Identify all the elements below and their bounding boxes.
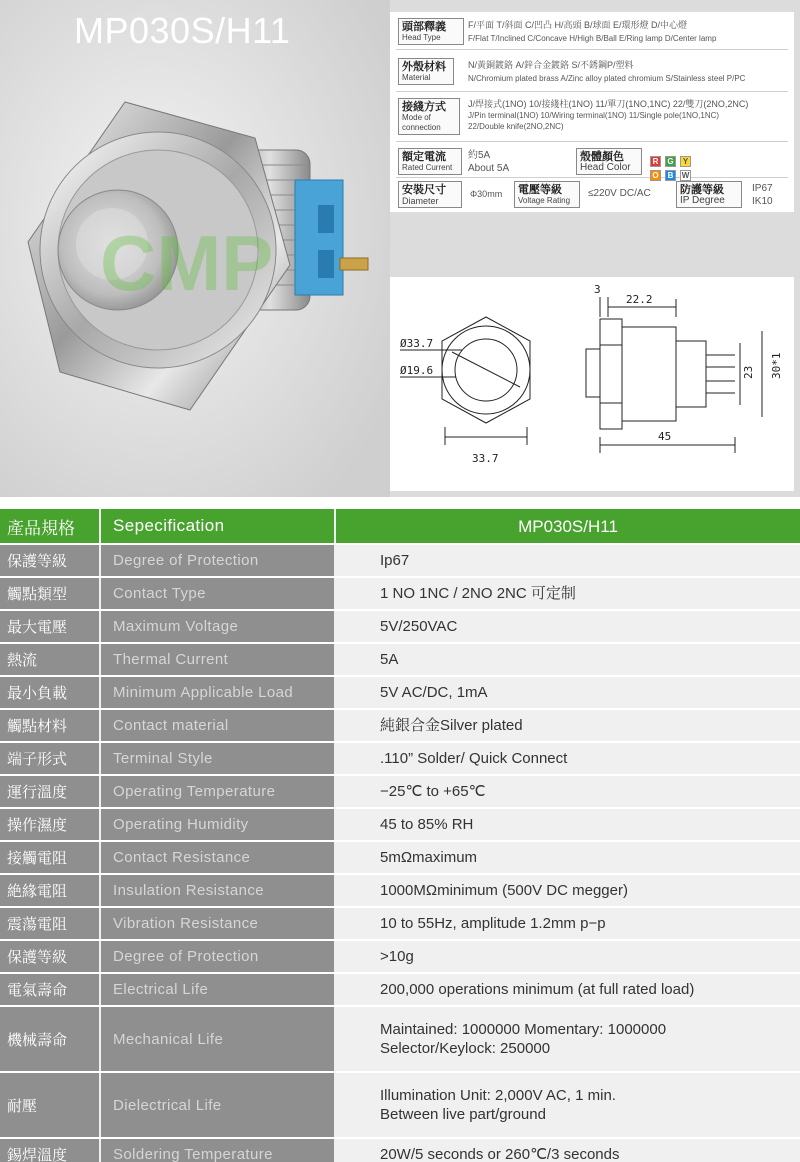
spec-name-en-text: Vibration Resistance xyxy=(113,915,259,932)
spec-value-text: 10 to 55Hz, amplitude 1.2mm p−p xyxy=(380,915,606,932)
dim-width: 33.7 xyxy=(472,452,499,465)
spec-label: 安裝尺寸 Diameter xyxy=(398,181,462,208)
watermark-logo: CMP xyxy=(100,219,274,307)
spec-name-en-text: Insulation Resistance xyxy=(113,882,264,899)
spec-value xyxy=(336,809,800,840)
spec-name-en xyxy=(101,809,334,840)
spec-name-cn xyxy=(0,875,99,906)
spec-name-cn-text: 最大電壓 xyxy=(7,618,68,636)
dim-height-small: 23 xyxy=(742,365,755,379)
spec-name-cn-text: 錫焊溫度 xyxy=(7,1146,68,1162)
spec-value-text: Illumination Unit: 2,000V AC, 1 min. Between live part/ground xyxy=(380,1087,616,1123)
spec-name-cn xyxy=(0,1073,99,1137)
spec-value-text: Ip67 xyxy=(380,552,410,569)
spec-name-cn xyxy=(0,578,99,609)
table-row xyxy=(0,677,800,708)
spec-legend-box xyxy=(390,12,794,212)
technical-drawing xyxy=(390,277,794,491)
spec-value xyxy=(336,941,800,972)
product-photo xyxy=(0,0,390,497)
spec-name-cn xyxy=(0,677,99,708)
spec-name-en xyxy=(101,578,334,609)
spec-value-text: 5A xyxy=(380,651,399,668)
table-header-row xyxy=(0,509,800,543)
spec-label: 外殼材料 Material xyxy=(398,58,454,85)
spec-value-text: 5V AC/DC, 1mA xyxy=(380,684,488,701)
spec-name-en xyxy=(101,941,334,972)
spec-value-text: 200,000 operations minimum (at full rated load) xyxy=(380,981,695,998)
spec-name-en-text: Mechanical Life xyxy=(113,1030,224,1048)
spec-material-row: 外殼材料 Material N/黃銅鍍鉻 A/鋅合金鍍鉻 S/不銹鋼P/塑料 N/Chromium plated brass A/Zinc alloy plated chromium S/Stainless steel P/PC xyxy=(396,54,788,92)
spec-name-cn-text: 電氣壽命 xyxy=(7,981,68,999)
spec-name-cn xyxy=(0,809,99,840)
dim-total-length: 45 xyxy=(658,430,672,443)
spec-name-cn xyxy=(0,644,99,675)
spec-name-cn-text: 絶緣電阻 xyxy=(7,882,68,900)
spec-name-cn-text: 端子形式 xyxy=(7,750,68,768)
spec-value-text: .110” Solder/ Quick Connect xyxy=(380,750,568,767)
table-row xyxy=(0,1007,800,1071)
spec-name-en xyxy=(101,743,334,774)
spec-value xyxy=(336,1007,800,1071)
spec-name-en xyxy=(101,974,334,1005)
spec-value xyxy=(336,1139,800,1162)
table-row xyxy=(0,710,800,741)
table-row xyxy=(0,842,800,873)
spec-name-en-text: Sepecification xyxy=(113,516,225,535)
spec-name-en-text: Contact Type xyxy=(113,585,206,602)
spec-value xyxy=(336,644,800,675)
table-row xyxy=(0,875,800,906)
spec-name-en xyxy=(101,1139,334,1162)
spec-label: 額定電流 Rated Current xyxy=(398,148,462,175)
table-row xyxy=(0,941,800,972)
spec-value-text: 20W/5 seconds or 260℃/3 seconds xyxy=(380,1146,620,1162)
spec-name-en xyxy=(101,776,334,807)
spec-value-text: 純銀合金Silver plated xyxy=(380,717,523,734)
spec-name-en xyxy=(101,677,334,708)
spec-name-en-text: Degree of Protection xyxy=(113,948,259,965)
spec-value-text: 5V/250VAC xyxy=(380,618,458,635)
spec-name-en-text: Thermal Current xyxy=(113,651,229,668)
table-row xyxy=(0,611,800,642)
spec-value-text: −25℃ to +65℃ xyxy=(380,783,486,800)
spec-value xyxy=(336,743,800,774)
spec-name-en-text: Maximum Voltage xyxy=(113,618,239,635)
spec-value xyxy=(336,677,800,708)
table-row xyxy=(0,743,800,774)
spec-name-en xyxy=(101,908,334,939)
table-row xyxy=(0,974,800,1005)
spec-name-en xyxy=(101,710,334,741)
spec-name-en-text: Dielectrical Life xyxy=(113,1096,222,1114)
spec-current-row: 額定電流 Rated Current 約5A About 5A 殼體顏色 Head Color R G Y O B W xyxy=(396,146,788,178)
spec-name-en-text: Contact material xyxy=(113,717,229,734)
spec-value-text: Maintained: 1000000 Momentary: 1000000 Selector/Keylock: 250000 xyxy=(380,1021,667,1057)
spec-name-cn-text: 熱流 xyxy=(7,651,38,669)
spec-value xyxy=(336,908,800,939)
color-chip: Y xyxy=(680,156,691,167)
color-chip: O xyxy=(650,170,661,181)
table-row xyxy=(0,578,800,609)
table-row xyxy=(0,809,800,840)
spec-value xyxy=(336,1073,800,1137)
spec-value xyxy=(336,611,800,642)
spec-name-en-text: Degree of Protection xyxy=(113,552,259,569)
spec-name-en xyxy=(101,644,334,675)
dim-outer-diameter: Ø33.7 xyxy=(400,337,434,350)
color-chip: W xyxy=(681,171,690,180)
dim-flange: 3 xyxy=(594,283,601,296)
product-hero xyxy=(0,0,800,497)
spec-head-type-row: 頭部釋義 Head Type F/平面 T/斜面 C/凹凸 H/高頭 B/球面 E/環形燈 D/中心燈 F/Flat T/Inclined C/Concave H/High B/Ball E/Ring lamp D/Center lamp xyxy=(396,14,788,50)
spec-value-text: 45 to 85% RH xyxy=(380,816,474,833)
spec-name-en-text: Terminal Style xyxy=(113,750,213,767)
spec-name-cn-text: 觸點類型 xyxy=(7,585,68,603)
spec-value-text: >10g xyxy=(380,948,414,965)
table-row xyxy=(0,1073,800,1137)
spec-name-cn xyxy=(0,743,99,774)
spec-name-en xyxy=(101,611,334,642)
table-row xyxy=(0,1139,800,1162)
spec-value xyxy=(336,875,800,906)
dim-height-large: 30*1 xyxy=(770,352,783,379)
spec-name-cn-text: 產品規格 xyxy=(7,518,75,539)
spec-name-en-text: Contact Resistance xyxy=(113,849,251,866)
spec-name-en-text: Operating Humidity xyxy=(113,816,249,833)
spec-name-cn xyxy=(0,974,99,1005)
table-row xyxy=(0,644,800,675)
spec-label: 頭部釋義 Head Type xyxy=(398,18,464,45)
spec-label: 殼體顏色 Head Color xyxy=(576,148,642,175)
spec-value-text: 1 NO 1NC / 2NO 2NC 可定制 xyxy=(380,585,576,602)
spec-name-cn-text: 最小負載 xyxy=(7,684,68,702)
spec-name-en-text: Operating Temperature xyxy=(113,783,276,800)
spec-name-cn xyxy=(0,776,99,807)
spec-value-text: 5mΩmaximum xyxy=(380,849,478,866)
spec-name-cn-text: 保護等級 xyxy=(7,552,68,570)
table-row xyxy=(0,545,800,576)
dim-thread-length: 22.2 xyxy=(626,293,653,306)
spec-value xyxy=(336,710,800,741)
spec-name-cn xyxy=(0,1007,99,1071)
page-title: MP030S/H11 xyxy=(74,10,291,51)
spec-name-cn xyxy=(0,545,99,576)
spec-name-cn xyxy=(0,710,99,741)
spec-name-en-text: Soldering Temperature xyxy=(113,1146,273,1162)
spec-name-en xyxy=(101,545,334,576)
color-chip: R xyxy=(650,156,661,167)
spec-name-cn xyxy=(0,908,99,939)
spec-value xyxy=(336,974,800,1005)
spec-name-en xyxy=(101,875,334,906)
spec-value xyxy=(336,776,800,807)
spec-name-cn-text: 操作濕度 xyxy=(7,816,68,834)
dim-inner-diameter: Ø19.6 xyxy=(400,364,434,377)
spec-value xyxy=(336,578,800,609)
spec-value-text: MP030S/H11 xyxy=(518,516,618,536)
spec-name-cn xyxy=(0,842,99,873)
spec-connection-row: 接綫方式 Mode of connection J/焊接式(1NO) 10/接綫柱(1NO) 11/單刀(1NO,1NC) 22/雙刀(2NO,2NC) J/Pin terminal(1NO) 10/Wiring terminal(1NO) 11/Single pole(1NO,1NC) 22/Double knife(2NO,2NC) xyxy=(396,96,788,142)
color-chip: B xyxy=(665,170,676,181)
spec-name-cn-text: 接觸電阻 xyxy=(7,849,68,867)
spec-name-en xyxy=(101,842,334,873)
color-chip: G xyxy=(665,156,676,167)
spec-name-cn-text: 震蕩電阻 xyxy=(7,915,68,933)
spec-name-cn xyxy=(0,611,99,642)
spec-name-cn-text: 保護等級 xyxy=(7,948,68,966)
spec-name-cn xyxy=(0,1139,99,1162)
spec-value xyxy=(336,842,800,873)
spec-name-cn-text: 觸點材料 xyxy=(7,717,68,735)
spec-label: 防護等級 IP Degree xyxy=(676,181,742,208)
spec-name-en xyxy=(101,509,334,543)
spec-name-cn-text: 運行溫度 xyxy=(7,783,68,801)
spec-value xyxy=(336,509,800,543)
spec-name-cn-text: 機械壽命 xyxy=(7,1030,68,1049)
spec-name-en-text: Minimum Applicable Load xyxy=(113,684,294,701)
spec-label: 電壓等級 Voltage Rating xyxy=(514,181,580,208)
spec-name-en-text: Electrical Life xyxy=(113,981,209,998)
spec-value-text: 1000MΩminimum (500V DC megger) xyxy=(380,882,628,899)
table-row xyxy=(0,776,800,807)
spec-diameter-row: 安裝尺寸 Diameter Φ30mm 電壓等級 Voltage Rating ≤220V DC/AC 防護等級 IP Degree IP67 IK10 xyxy=(396,180,788,210)
spec-name-en xyxy=(101,1073,334,1137)
spec-name-cn xyxy=(0,509,99,543)
table-row xyxy=(0,908,800,939)
spec-name-cn-text: 耐壓 xyxy=(7,1096,38,1115)
spec-name-cn xyxy=(0,941,99,972)
spec-name-en xyxy=(101,1007,334,1071)
spec-value xyxy=(336,545,800,576)
spec-label: 接綫方式 Mode of connection xyxy=(398,98,460,135)
